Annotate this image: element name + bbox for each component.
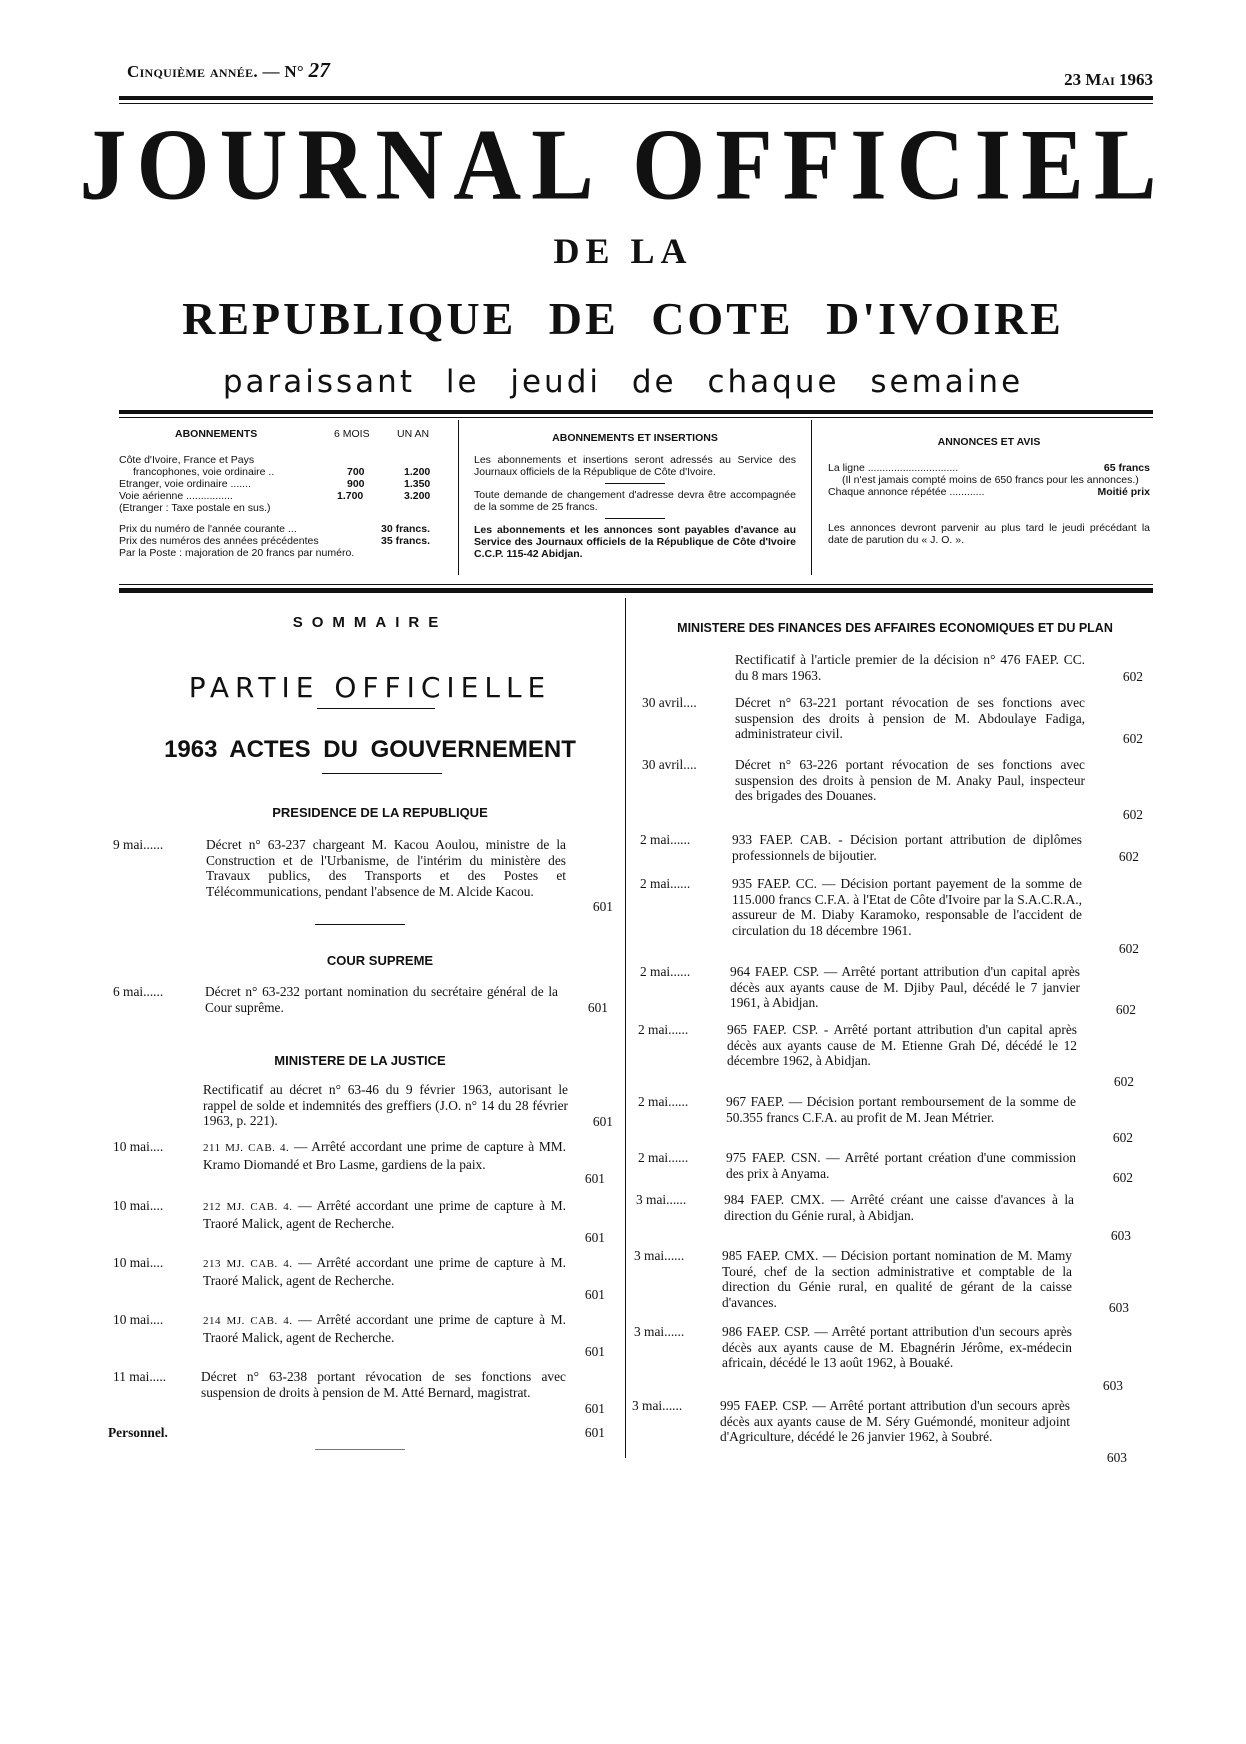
list-item (634, 1324, 1144, 1396)
repeat-label: Chaque annonce répétée ............ (828, 486, 985, 498)
partie-officielle: PARTIE OFFICIELLE (188, 671, 552, 704)
entry-date: 2 mai...... (638, 1094, 689, 1109)
box-rule-top-thin (119, 417, 1153, 418)
entry-page: 602 (1112, 1170, 1133, 1185)
box-rule-top-thick (119, 410, 1153, 414)
insertions-text-2: Toute demande de changement d'adresse devra être accompagnée de la somme de 25 francs. (474, 489, 796, 513)
entry-date: 10 mai.... (113, 1139, 164, 1154)
box-rule-bottom-thick (119, 588, 1153, 593)
entry-text: 964 FAEP. CSP. — Arrêté portant attribution d'un capital après décès aux ayants cause de M. Djiby Paul, décédé le 7 janvier 1961, à Abidjan. (730, 964, 1080, 1010)
actes-underline (322, 773, 442, 774)
entry-text: Décret n° 63-238 portant révocation de ses fonctions avec suspension de droits à pension de M. Atté Bernard, magistrat. (201, 1369, 566, 1400)
price-value: 35 francs. (381, 535, 431, 547)
entry-text: 965 FAEP. CSP. - Arrêté portant attribution d'un capital après décès aux ayants cause de M. Etienne Grah Dé, décédé le 12 décembre 1962, à Abidjan. (727, 1022, 1077, 1068)
edition-line (127, 58, 330, 83)
entry-page: 603 (1106, 1450, 1127, 1465)
list-item (113, 1198, 613, 1248)
journal-title: JOURNAL OFFICIEL (79, 108, 1167, 222)
entry-page: 601 (584, 1171, 605, 1186)
entry-page: 602 (1118, 941, 1139, 956)
announcements-box (828, 436, 1150, 546)
entry-text: Rectificatif au décret n° 63-46 du 9 février 1963, autorisant le rappel de solde et indemnités des greffiers (J.O. n° 14 du 28 février 1963, p. 221). (203, 1082, 568, 1128)
entry-date: 30 avril.... (642, 695, 697, 710)
entry-page: 601 (584, 1230, 605, 1245)
entry-code: 213 MJ. CAB. 4. (203, 1258, 293, 1270)
insertions-box (474, 432, 796, 560)
entry-date: 10 mai.... (113, 1198, 164, 1213)
list-item (113, 1139, 613, 1189)
rate-label: Voie aérienne ................ (119, 490, 233, 502)
box-divider-2 (811, 420, 812, 575)
entry-text: 995 FAEP. CSP. — Arrêté portant attribution d'un secours après décès aux ayants cause de M. Séry Guémondé, moniteur adjoint d'Agriculture, décédé le 26 janvier 1962, à Soubré. (720, 1398, 1070, 1444)
box-divider-1 (458, 420, 459, 575)
price-value: 30 francs. (381, 523, 431, 535)
entry-page: 602 (1122, 731, 1143, 746)
entry-text: — Arrêté accordant une prime de capture à MM. Kramo Diomandé et Bro Lasme, gardiens de la paix. (203, 1139, 566, 1172)
list-item (642, 757, 1152, 821)
line-price-label: La ligne ............................... (828, 462, 959, 474)
issue-date: 23 Mai 1963 (1064, 70, 1153, 89)
republic-title: REPUBLIQUE DE COTE D'IVOIRE (182, 293, 1064, 344)
entry-date: 2 mai...... (638, 1022, 689, 1037)
entry-text: 985 FAEP. CMX. — Décision portant nomination de M. Mamy Touré, chef de la section administrative et comptable de la direction du Génie rural, en qualité de gérant de la caisse d'avances. (722, 1248, 1072, 1310)
issue-number: 27 (308, 58, 331, 82)
entry-page: 603 (1102, 1378, 1123, 1393)
entry-text: Rectificatif à l'article premier de la décision n° 476 FAEP. CC. du 8 mars 1963. (735, 652, 1085, 683)
list-item (638, 1150, 1148, 1188)
entry-code: 214 MJ. CAB. 4. (203, 1315, 293, 1327)
list-item (638, 1022, 1148, 1090)
price-label: Prix des numéros des années précédentes (119, 535, 319, 547)
section-presidence: PRESIDENCE DE LA REPUBLIQUE (272, 805, 488, 820)
entry-text: 984 FAEP. CMX. — Arrêté créant une caisse d'avances à la direction du Génie rural, à Abidjan. (724, 1192, 1074, 1223)
entry-page: 602 (1113, 1074, 1134, 1089)
entry-page: 603 (1110, 1228, 1131, 1243)
entry-page: 601 (592, 899, 613, 914)
sommaire-heading: SOMMAIRE (292, 614, 448, 631)
line-price: 65 francs (1103, 462, 1150, 474)
list-item (634, 1248, 1144, 1320)
entry-date: 10 mai.... (113, 1255, 164, 1270)
list-item (113, 1312, 613, 1362)
price-label: Prix du numéro de l'année courante ... (119, 523, 297, 535)
header-rule-thin (119, 103, 1153, 104)
de-la: DE LA (553, 231, 693, 271)
entry-date: 3 mai...... (636, 1192, 687, 1207)
col-6-mois: 6 MOIS (334, 428, 370, 440)
subscriptions-heading: ABONNEMENTS (175, 428, 258, 440)
price-label: Par la Poste : majoration de 20 francs par numéro. (119, 547, 355, 559)
rate-6-mois: 700 (347, 466, 365, 478)
col-un-an: UN AN (397, 428, 430, 440)
deadline-note: Les annonces devront parvenir au plus tard le jeudi précédant la date de parution du « J. O. ». (828, 522, 1150, 546)
entry-page: 601 (587, 1000, 608, 1015)
list-item (640, 964, 1150, 1018)
insertions-text-3: Les abonnements et les annonces sont payables d'avance au Service des Journaux officiels de la République de Côte d'Ivoire C.C.P. 115-42 Abidjan. (474, 524, 796, 560)
list-item (113, 1082, 613, 1132)
entry-label: Personnel. (108, 1425, 168, 1440)
entry-page: 603 (1108, 1300, 1129, 1315)
rate-label: Côte d'Ivoire, France et Pays (119, 454, 255, 466)
list-item (638, 1094, 1148, 1146)
entry-page: 602 (1122, 807, 1143, 822)
entry-text: — Arrêté accordant une prime de capture à M. Traoré Malick, agent de Recherche. (203, 1198, 566, 1231)
header-rule-thick (119, 96, 1153, 100)
entry-page: 601 (584, 1401, 605, 1416)
rate-6-mois: 900 (347, 478, 365, 490)
rate-label: Etranger, voie ordinaire ....... (119, 478, 251, 490)
entry-page: 602 (1112, 1130, 1133, 1145)
actes-heading: 1963 ACTES DU GOUVERNEMENT (164, 736, 576, 763)
entry-date: 3 mai...... (634, 1324, 685, 1339)
entry-page: 601 (584, 1425, 605, 1440)
announcements-heading: ANNONCES ET AVIS (937, 436, 1041, 448)
section-justice: MINISTERE DE LA JUSTICE (274, 1053, 446, 1068)
list-item (640, 832, 1150, 872)
list-item (113, 837, 613, 917)
entry-date: 10 mai.... (113, 1312, 164, 1327)
line-price-note: (Il n'est jamais compté moins de 650 francs pour les annonces.) (842, 474, 1139, 486)
list-item (113, 1255, 613, 1305)
rate-un-an: 1.200 (404, 466, 431, 478)
repeat-price: Moitié prix (1097, 486, 1150, 498)
entry-page: 602 (1118, 849, 1139, 864)
entry-code: 212 MJ. CAB. 4. (203, 1201, 293, 1213)
entry-text: 986 FAEP. CSP. — Arrêté portant attribution d'un secours après décès aux ayants cause de M. Ebagnérin Jérôme, ex-médecin africain, décédé le 13 août 1962, à Bouaké. (722, 1324, 1072, 1370)
edition-text: Cinquième année. — N° (127, 62, 309, 81)
rate-6-mois: 1.700 (337, 490, 364, 502)
entry-text: — Arrêté accordant une prime de capture à M. Traoré Malick, agent de Recherche. (203, 1312, 566, 1345)
insertions-heading: ABONNEMENTS ET INSERTIONS (552, 432, 718, 444)
entry-date: 11 mai..... (113, 1369, 167, 1384)
list-item (640, 652, 1150, 692)
entry-page: 601 (592, 1114, 613, 1129)
rate-label: francophones, voie ordinaire .. (133, 466, 275, 478)
box-rule-bottom-thin (119, 584, 1153, 585)
entry-date: 3 mai...... (632, 1398, 683, 1413)
subscriptions-box (119, 428, 451, 559)
list-item (113, 1369, 613, 1419)
list-item (113, 984, 613, 1020)
entry-text: 935 FAEP. CC. — Décision portant payement de la somme de 115.000 francs C.F.A. à l'Etat de Côte d'Ivoire par la S.A.C.R.A., assureur de M. Diaby Karamoko, responsable de l'accident de circulation du 18 décembre 1961. (732, 876, 1082, 938)
entry-date: 30 avril.... (642, 757, 697, 772)
partie-underline (317, 708, 435, 709)
entry-page: 602 (1122, 669, 1143, 684)
entry-text: Décret n° 63-226 portant révocation de ses fonctions avec suspension des droits à pension de M. Anaky Paul, inspecteur des brigades des Douanes. (735, 757, 1085, 803)
entry-date: 3 mai...... (634, 1248, 685, 1263)
entry-date: 9 mai...... (113, 837, 164, 852)
entry-date: 2 mai...... (640, 876, 691, 891)
entry-page: 601 (584, 1287, 605, 1302)
entry-date: 2 mai...... (640, 964, 691, 979)
insertions-text-1: Les abonnements et insertions seront adressés au Service des Journaux officiels de la République de Côte d'Ivoire. (474, 454, 796, 478)
rate-un-an: 1.350 (404, 478, 431, 490)
list-item (632, 1398, 1147, 1470)
list-item (636, 1192, 1146, 1244)
section-cour-supreme: COUR SUPREME (326, 953, 434, 968)
entry-text: 967 FAEP. — Décision portant remboursement de la somme de 50.355 francs C.F.A. au profit de M. Jean Métrier. (726, 1094, 1076, 1125)
entry-text: Décret n° 63-237 chargeant M. Kacou Aoulou, ministre de la Construction et de l'Urbanisme, de l'intérim du ministère des Travaux publics, des Transports et des Postes et Télécommunications, pendant l'absence de M. Alcide Kacou. (206, 837, 566, 899)
rate-un-an: 3.200 (404, 490, 431, 502)
entry-text: Décret n° 63-221 portant révocation de ses fonctions avec suspension des droits à pension de M. Abdoulaye Fadiga, administrateur civil. (735, 695, 1085, 741)
entry-text: 933 FAEP. CAB. - Décision portant attribution de diplômes professionnels de bijoutier. (732, 832, 1082, 863)
entry-text: 975 FAEP. CSN. — Arrêté portant création d'une commission des prix à Anyama. (726, 1150, 1076, 1181)
entry-text: — Arrêté accordant une prime de capture à M. Traoré Malick, agent de Recherche. (203, 1255, 566, 1288)
list-item (108, 1425, 613, 1443)
entry-page: 602 (1115, 1002, 1136, 1017)
section-finances: MINISTERE DES FINANCES DES AFFAIRES ECONOMIQUES ET DU PLAN (677, 621, 1113, 635)
entry-date: 2 mai...... (638, 1150, 689, 1165)
separator (315, 924, 405, 925)
entry-text: Décret n° 63-232 portant nomination du secrétaire général de la Cour suprême. (205, 984, 558, 1015)
column-divider (625, 598, 626, 1458)
rate-note: (Etranger : Taxe postale en sus.) (119, 502, 271, 514)
entry-date: 6 mai...... (113, 984, 164, 999)
end-separator (315, 1449, 405, 1450)
entry-date: 2 mai...... (640, 832, 691, 847)
entry-page: 601 (584, 1344, 605, 1359)
list-item (640, 876, 1150, 962)
entry-code: 211 MJ. CAB. 4. (203, 1142, 290, 1154)
publication-frequency: paraissant le jeudi de chaque semaine (222, 364, 1024, 400)
list-item (642, 695, 1152, 751)
